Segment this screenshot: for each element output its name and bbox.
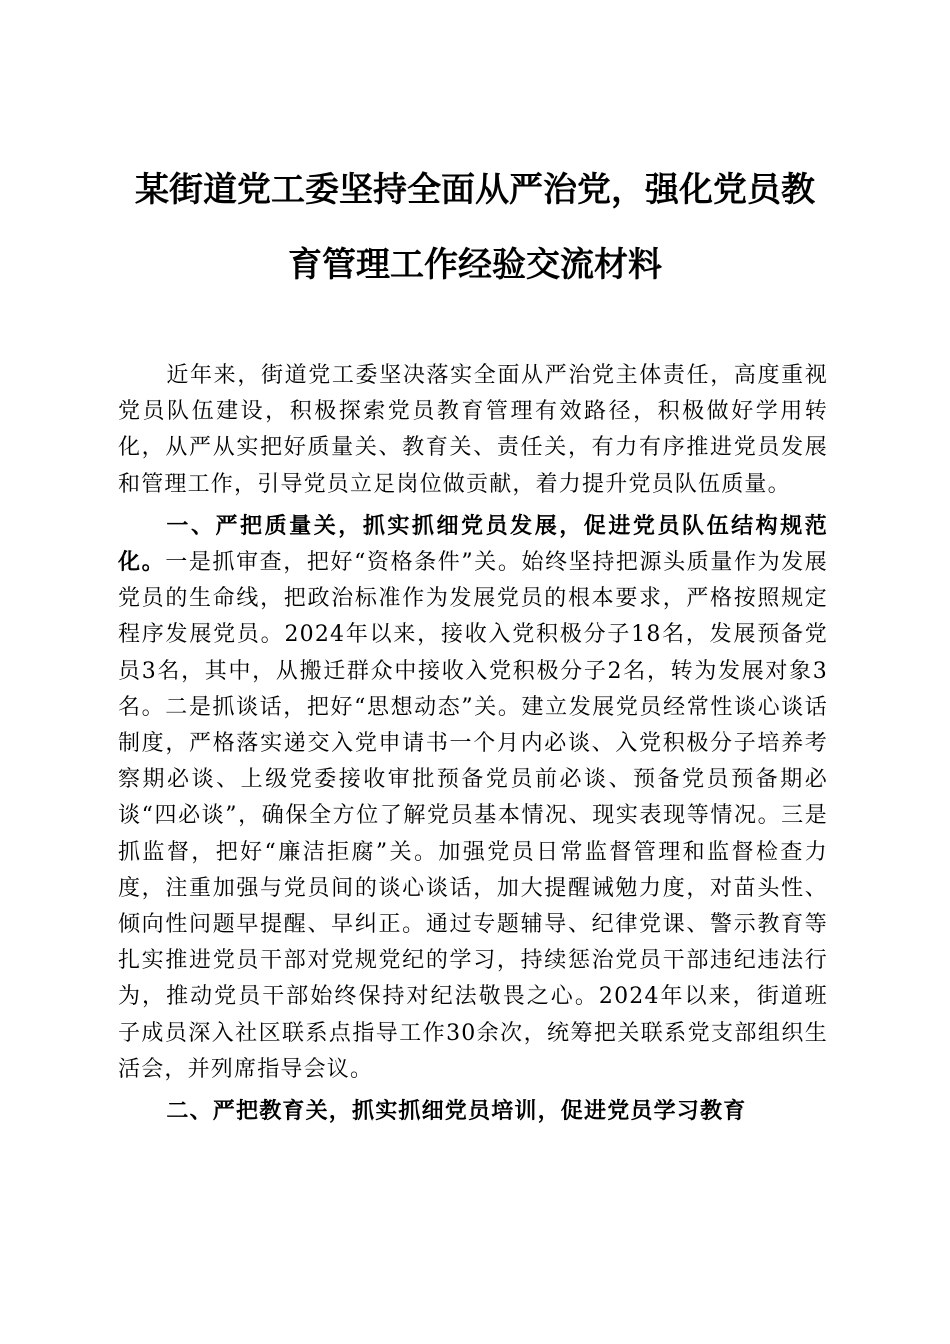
section-heading: 一、严把质量关，抓实抓细党员发展，促进党员队伍结构规范化。 (118, 513, 828, 576)
document-body (118, 358, 828, 1130)
paragraph-intro (118, 358, 828, 503)
paragraph-text: 一是抓审查，把好“资格条件”关。始终坚持把源头质量作为发展党员的生命线，把政治标准作为发展党员的根本要求，严格按照规定程序发展党员。2024年以来，接收入党积极分子18名，发展预备党员3名，其中，从搬迁群众中接收入党积极分子2名，转为发展对象3名。二是抓谈话，把好“思想动态”关。建立发展党员经常性谈心谈话制度，严格落实递交入党申请书一个月内必谈、入党积极分子培养考察期必谈、上级党委接收审批预备党员前必谈、预备党员预备期必谈“四必谈”，确保全方位了解党员基本情况、现实表现等情况。三是抓监督，把好“廉洁拒腐”关。加强党员日常监督管理和监督检查力度，注重加强与党员间的谈心谈话，加大提醒诫勉力度，对苗头性、倾向性问题早提醒、早纠正。通过专题辅导、纪律党课、警示教育等扎实推进党员干部对党规党纪的学习，持续惩治党员干部违纪违法行为，推动党员干部始终保持对纪法敬畏之心。2024年以来，街道班子成员深入社区联系点指导工作30余次，统筹把关联系党支部组织生活会，并列席指导会议。 (118, 550, 829, 1082)
paragraph-section-2 (118, 1094, 828, 1130)
paragraph-text: 近年来，街道党工委坚决落实全面从严治党主体责任，高度重视党员队伍建设，积极探索党员教育管理有效路径，积极做好学用转化，从严从实把好质量关、教育关、责任关，有力有序推进党员发展和管理工作，引导党员立足岗位做贡献，着力提升党员队伍质量。 (118, 363, 828, 497)
section-heading: 二、严把教育关，抓实抓细党员培训，促进党员学习教育 (166, 1099, 747, 1125)
document-title-line-2: 育管理工作经验交流材料 (288, 245, 662, 285)
paragraph-section-1 (118, 509, 828, 1088)
document-title-line-1: 某街道党工委坚持全面从严治党，强化党员教 (135, 170, 815, 210)
